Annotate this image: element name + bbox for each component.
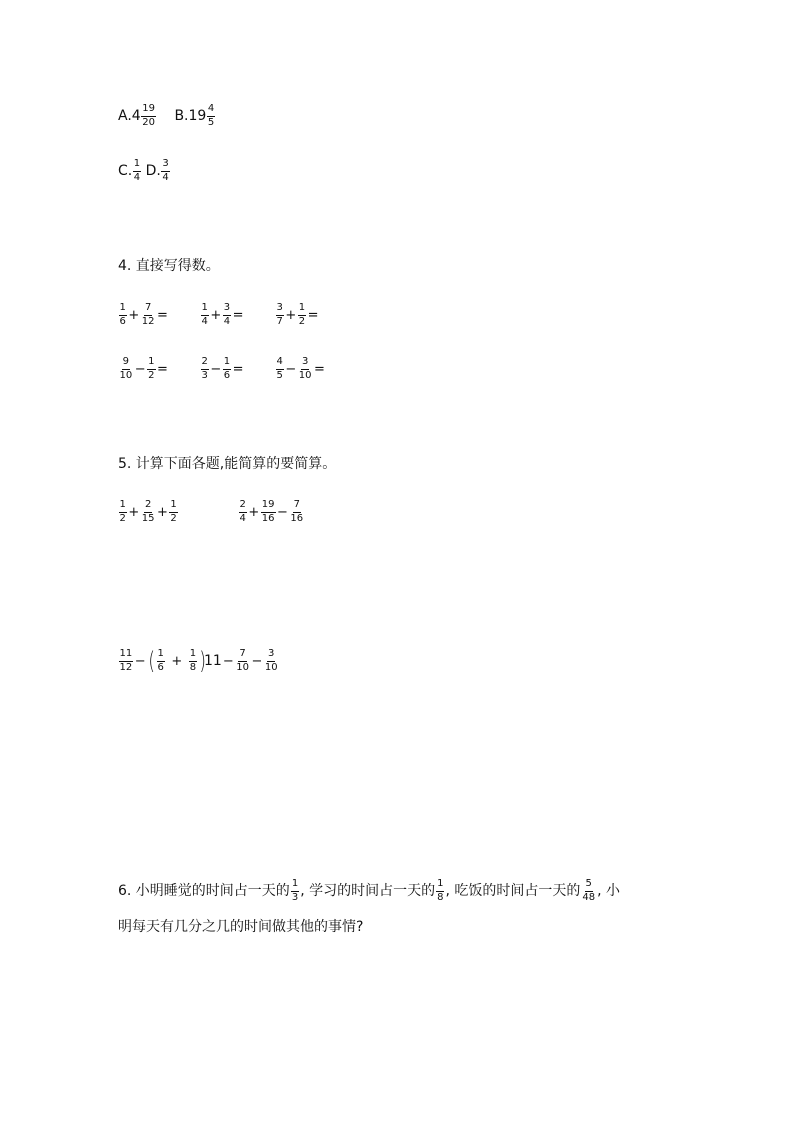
fraction [169,500,177,524]
operator: + [157,504,168,520]
operator: − [134,361,146,377]
fraction [147,357,155,381]
denominator: 16 [290,512,304,524]
q5-expression-3 [118,649,207,673]
choices-row-cd [118,159,170,183]
equals-sign: = [232,307,244,323]
choice-a-whole: 4 [131,108,141,124]
numerator: 2 [239,500,247,513]
numerator: 7 [238,649,246,662]
numerator: 1 [436,879,444,892]
equals-sign: = [314,361,325,377]
fraction [298,303,306,327]
choice-a-fraction [141,104,156,128]
denominator: 2 [119,512,126,524]
numerator: 1 [223,357,231,370]
q6-fraction-sleep [291,879,299,903]
fraction [239,500,247,524]
q5-title: 5. 计算下面各题,能简算的要简算。 [118,456,337,472]
fraction [223,357,231,381]
q6-line-2: 明每天有几分之几的时间做其他的事情? [118,919,364,935]
fraction [119,649,134,673]
fraction [261,500,276,524]
numerator: 9 [122,357,130,370]
choice-d-fraction [161,159,169,183]
denominator: 6 [157,661,164,673]
operator: − [285,361,297,377]
operator: + [128,307,140,323]
q4-item-1 [118,303,169,327]
operator: + [128,504,140,520]
denominator: 3 [201,369,208,381]
denominator: 16 [261,512,275,524]
choice-a-numerator: 19 [141,104,156,117]
choice-c-fraction [133,159,141,183]
equals-sign: = [307,307,319,323]
numerator: 19 [261,500,276,513]
denominator: 4 [201,315,208,327]
choice-b-fraction [207,104,215,128]
numerator: 2 [144,500,152,513]
q4-item-4 [118,357,169,381]
choice-b-numerator: 4 [207,104,215,117]
fraction [119,303,127,327]
denominator: 10 [119,369,133,381]
q6-fraction-eat [581,879,596,903]
denominator: 5 [276,369,283,381]
numerator: 1 [169,500,177,513]
denominator: 15 [141,512,155,524]
denominator: 8 [437,891,444,903]
q4-item-2 [200,303,245,327]
denominator: 6 [119,315,126,327]
q5-expression-4 [204,649,279,673]
q4-item-6 [275,357,326,381]
whole-number: 11 [204,653,222,669]
denominator: 48 [582,891,596,903]
operator: + [248,504,260,520]
denominator: 10 [298,369,312,381]
denominator: 4 [223,315,231,327]
denominator: 2 [148,369,155,381]
left-parenthesis: ( [148,647,155,675]
numerator: 1 [147,357,155,370]
choice-b-whole: 19 [188,108,207,124]
denominator: 2 [170,512,177,524]
q5-expression-1 [118,500,178,524]
fraction [141,303,156,327]
numerator: 1 [201,303,209,316]
operator: + [171,653,183,669]
choice-c-denominator: 4 [133,171,141,183]
q4-title: 4. 直接写得数。 [118,258,220,274]
q5-expression-2 [238,500,305,524]
choice-a-denominator: 20 [142,116,155,128]
operator: − [277,504,288,520]
q6-text-part-4: , 小 [597,883,621,899]
numerator: 1 [189,649,197,662]
numerator: 3 [267,649,275,662]
right-parenthesis: ) [199,647,206,675]
numerator: 4 [276,357,284,370]
operator: + [285,307,297,323]
choice-d-numerator: 3 [161,159,169,172]
numerator: 2 [201,357,209,370]
operator: − [210,361,222,377]
numerator: 11 [119,649,134,662]
operator: − [134,653,146,669]
fraction [276,357,284,381]
q4-item-3 [275,303,320,327]
numerator: 1 [119,303,127,316]
choices-row-ab [118,104,216,128]
equals-sign: = [232,361,244,377]
operator: − [222,653,234,669]
choice-d-label: D. [145,163,161,179]
denominator: 12 [141,315,155,327]
denominator: 8 [189,661,197,673]
numerator: 3 [276,303,284,316]
fraction [119,500,127,524]
fraction [189,649,197,673]
denominator: 10 [264,661,278,673]
operator: + [210,307,222,323]
fraction [157,649,165,673]
choice-c-label: C. [118,163,133,179]
fraction [119,357,134,381]
numerator: 7 [293,500,301,513]
fraction [289,500,304,524]
q6-text-part-2: , 学习的时间占一天的 [300,883,436,899]
fraction [141,500,156,524]
operator: − [251,653,263,669]
denominator: 7 [276,315,283,327]
fraction [298,357,313,381]
denominator: 10 [236,661,249,673]
choice-b-denominator: 5 [207,116,215,128]
denominator: 12 [119,661,133,673]
denominator: 2 [298,315,306,327]
fraction [264,649,279,673]
q6-text-part-3: , 吃饭的时间占一天的 [445,883,581,899]
equals-sign: = [157,307,168,323]
numerator: 1 [157,649,165,662]
fraction [223,303,231,327]
fraction [235,649,250,673]
numerator: 1 [298,303,306,316]
numerator: 5 [585,879,593,892]
numerator: 1 [119,500,127,513]
choice-c-numerator: 1 [133,159,141,172]
equals-sign: = [157,361,168,377]
choice-b-label: B. [174,108,189,124]
fraction [201,357,209,381]
denominator: 4 [239,512,246,524]
fraction [276,303,284,327]
q6-line-1 [118,879,620,903]
numerator: 3 [223,303,231,316]
numerator: 7 [144,303,152,316]
choice-a-label: A. [118,108,132,124]
numerator: 3 [301,357,309,370]
denominator: 6 [223,369,231,381]
numerator: 1 [291,879,299,892]
choice-d-denominator: 4 [162,171,169,183]
q6-fraction-study [436,879,444,903]
q6-text-part-1: 6. 小明睡觉的时间占一天的 [118,883,290,899]
fraction [201,303,209,327]
q4-item-5 [200,357,245,381]
denominator: 3 [291,891,299,903]
